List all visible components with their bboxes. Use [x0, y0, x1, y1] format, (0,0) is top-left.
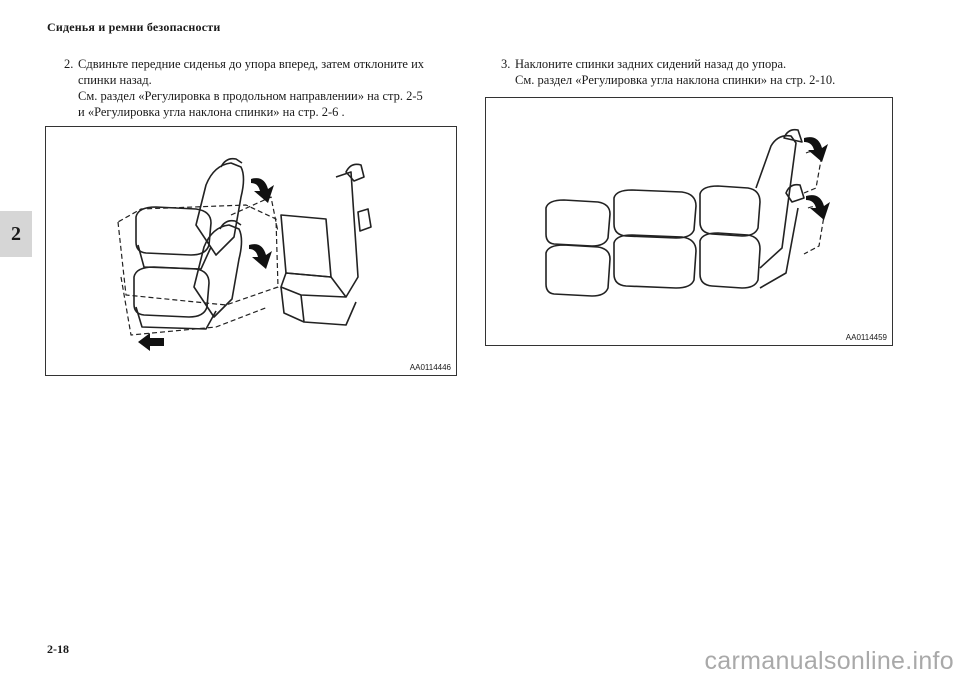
step-line: См. раздел «Регулировка в продольном направлении» на стр. 2-5 [78, 89, 423, 103]
figure-rear-seats-recline [485, 97, 893, 346]
watermark: carmanualsonline.info [704, 647, 954, 675]
step-3-instructions [501, 56, 893, 88]
section-title: Сиденья и ремни безопасности [47, 20, 221, 34]
seat-cushion [614, 235, 696, 288]
step-2-instructions [64, 56, 456, 120]
seat-cushion [546, 245, 610, 296]
seat-base [136, 307, 216, 329]
rear-seatback [281, 215, 331, 277]
seat-cushion [614, 190, 696, 238]
figure-front-seats-forward [45, 126, 457, 376]
seat-illustration [46, 127, 456, 375]
step-line: См. раздел «Регулировка угла наклона спинки» на стр. 2-10. [515, 73, 836, 87]
seat-cushion [700, 186, 760, 236]
recline-arrows [249, 178, 274, 269]
figure-code: AA0114446 [409, 363, 451, 372]
step-line: Сдвиньте передние сиденья до упора вперед, затем отклоните их [78, 57, 425, 71]
rear-cushion [281, 273, 346, 297]
seat-illustration [486, 98, 892, 345]
step-line: и «Регулировка угла наклона спинки» на стр. 2-6 . [78, 105, 345, 119]
figure-code: AA0114459 [845, 333, 887, 342]
step-number: 3. [501, 57, 511, 71]
curved-arrow-icon [804, 137, 828, 162]
headrest [358, 209, 371, 231]
chapter-tab: 2 [0, 211, 32, 257]
seat-cushion [546, 200, 610, 246]
curved-arrow-icon [251, 178, 274, 203]
seat-back [196, 163, 244, 255]
step-line: Наклоните спинки задних сидений назад до упора. [515, 57, 787, 71]
page-number: 2-18 [47, 642, 69, 656]
step-number: 2. [64, 57, 74, 71]
rear-base [301, 295, 356, 325]
step-line: спинки назад. [78, 73, 152, 87]
seat-cushion [700, 233, 760, 288]
seat-back-side [760, 208, 798, 288]
curved-arrow-icon [249, 244, 272, 269]
left-arrow-icon [138, 333, 164, 351]
rear-seatback-side [336, 172, 358, 297]
